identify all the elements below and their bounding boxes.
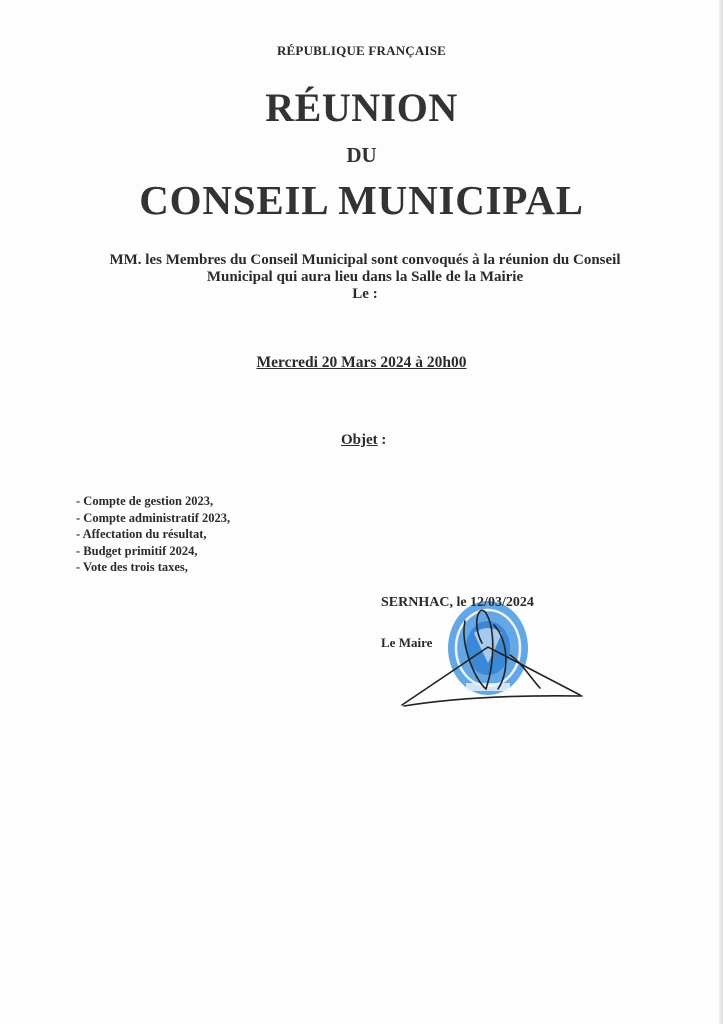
agenda-item: - Affectation du résultat, (76, 527, 207, 541)
title-conseil-municipal: CONSEIL MUNICIPAL (139, 177, 584, 223)
objet-label: Objet (341, 432, 378, 448)
objet-heading (341, 432, 386, 449)
agenda-item: - Vote des trois taxes, (76, 560, 188, 574)
convocation-text (60, 252, 670, 303)
meeting-date-text: Mercredi 20 Mars 2024 à 20h00 (256, 354, 467, 371)
convocation-line-3: Le : (352, 286, 378, 302)
convocation-line-1: MM. les Membres du Conseil Municipal sont convoqués à la réunion du Conseil (109, 252, 621, 268)
place-and-date: SERNHAC, le 12/03/2024 (381, 595, 534, 610)
objet-suffix: : (377, 432, 387, 448)
agenda-item: - Compte de gestion 2023, (76, 494, 214, 508)
title-du: DU (346, 143, 377, 167)
republic-heading: RÉPUBLIQUE FRANÇAISE (276, 43, 447, 58)
signatory-role: Le Maire (381, 635, 433, 650)
convocation-line-2: Municipal qui aura lieu dans la Salle de la Mairie (206, 269, 524, 285)
agenda-item: - Budget primitif 2024, (76, 543, 198, 558)
agenda-item: - Compte administratif 2023, (76, 510, 231, 525)
title-reunion: RÉUNION (265, 85, 458, 130)
meeting-date (0, 354, 723, 372)
agenda-list (76, 493, 230, 576)
